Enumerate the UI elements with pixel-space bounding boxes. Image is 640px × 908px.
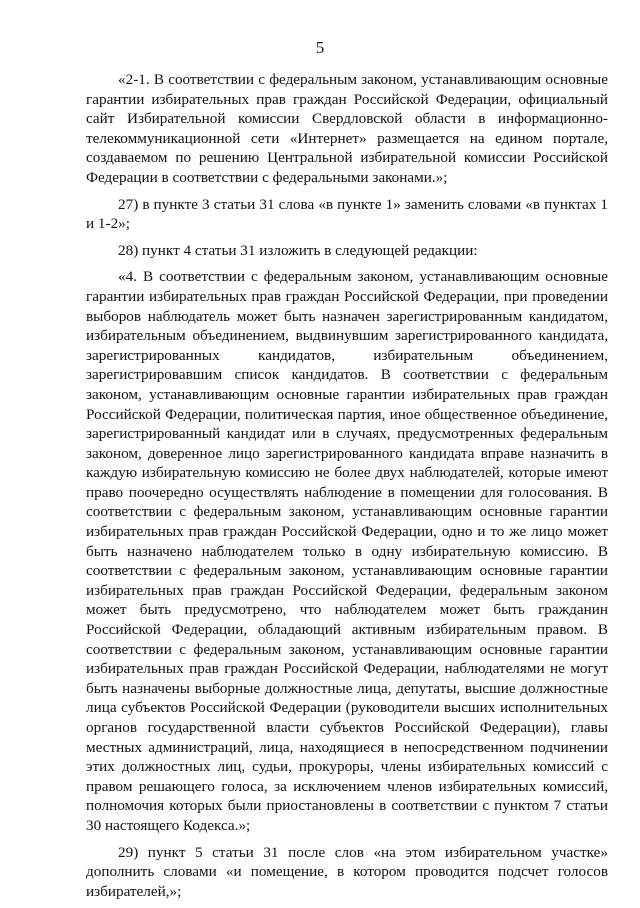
paragraph-29: 29) пункт 5 статьи 31 после слов «на этом избирательном участке» дополнить словами «и помещение, в котором проводится подсчет голосов избирателей,»; xyxy=(86,843,608,900)
paragraph-28: 28) пункт 4 статьи 31 изложить в следующей редакции: xyxy=(118,241,478,259)
document-body xyxy=(86,70,608,908)
paragraph-27: 27) в пункте 3 статьи 31 слова «в пункте 1» заменить словами «в пунктах 1 и 1-2»; xyxy=(86,195,608,233)
page-number: 5 xyxy=(315,38,325,57)
paragraph-point-4: «4. В соответствии с федеральным законом, устанавливающим основные гарантии избирательных прав граждан Российской Федерации, при проведении выборов наблюдатель может быть назначен зарегистрированным кандидатом, избирательным объединением, выдвинувшим зарегистрированного кандидата, зарегистрированных кандидатов, избирательным объединением, зарегистрировавшим список кандидатов. В соответствии с федеральным законом, устанавливающим основные гарантии избирательных прав граждан Российской Федерации, политическая партия, иное общественное объединение, зарегистрированный кандидат или в случаях, предусмотренных федеральным законом, доверенное лицо зарегистрированного кандидата вправе назначить в каждую избирательную комиссию не более двух наблюдателей, которые имеют право поочередно осуществлять наблюдение в помещении для голосования. В соответствии с федеральным законом, устанавливающим основные гарантии избирательных прав граждан Российской Федерации, одно и то же лицо может быть назначено наблюдателем только в одну избирательную комиссию. В соответствии с федеральным законом, устанавливающим основные гарантии избирательных прав граждан Российской Федерации, федеральным законом может быть предусмотрено, что наблюдателем может быть гражданин Российской Федерации, обладающий активным избирательным правом. В соответствии с федеральным законом, устанавливающим основные гарантии избирательных прав граждан Российской Федерации, наблюдателями не могут быть назначены выборные должностные лица, депутаты, высшие должностные лица субъектов Российской Федерации (руководители высших исполнительных органов государственной власти субъектов Российской Федерации), главы местных администраций, лица, находящиеся в непосредственном подчинении этих должностных лиц, судьи, прокуроры, члены избирательных комиссий с правом решающего голоса, за исключением членов избирательных комиссий, полномочия которых были приостановлены в соответствии с пунктом 7 статьи 30 настоящего Кодекса.»; xyxy=(86,268,608,834)
paragraph-2-1: «2-1. В соответствии с федеральным законом, устанавливающим основные гарантии избирательных прав граждан Российской Федерации, официальный сайт Избирательной комиссии Свердловской области в информационно-телекоммуникационной сети «Интернет» размещается на едином портале, создаваемом по решению Центральной избирательной комиссии Российской Федерации в соответствии с федеральными законами.»; xyxy=(86,71,608,186)
